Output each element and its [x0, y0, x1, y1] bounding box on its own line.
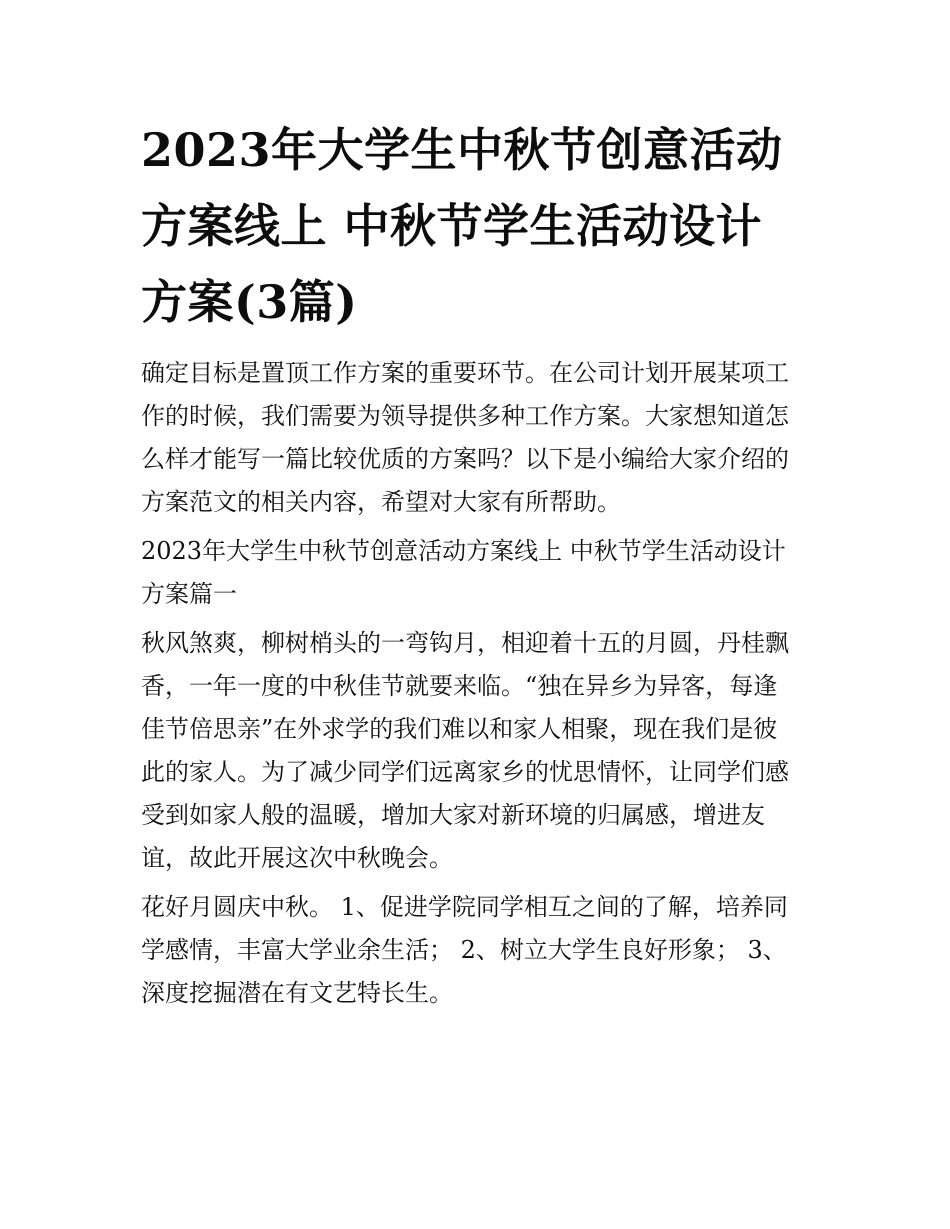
- document-body: [141, 352, 821, 1015]
- document-page: [141, 112, 821, 1021]
- document-title: [141, 112, 821, 340]
- text-line: 么样才能写一篇比较优质的方案吗？以下是小编给大家介绍的: [141, 445, 789, 473]
- text-line: 深度挖掘潜在有文艺特长生。: [141, 979, 453, 1007]
- text-line: 作的时候，我们需要为领导提供多种工作方案。大家想知道怎: [141, 402, 789, 430]
- text-line: 谊，故此开展这次中秋晚会。: [141, 844, 453, 872]
- section-heading: [141, 530, 821, 616]
- text-line: 方案篇一: [141, 580, 237, 608]
- text-line: 花好月圆庆中秋。 1、促进学院同学相互之间的了解，培养同: [141, 893, 788, 921]
- text-line: 学感情，丰富大学业余生活； 2、树立大学生良好形象； 3、: [141, 936, 787, 964]
- text-line: 佳节倍思亲”在外求学的我们难以和家人相聚，现在我们是彼: [141, 715, 778, 743]
- title-line: 方案线上 中秋节学生活动设计: [141, 199, 763, 253]
- paragraph-autumn: [141, 622, 821, 880]
- text-line: 方案范文的相关内容，希望对大家有所帮助。: [141, 488, 621, 516]
- text-line: 秋风煞爽，柳树梢头的一弯钩月，相迎着十五的月圆，丹桂飘: [141, 629, 789, 657]
- text-line: 受到如家人般的温暖，增加大家对新环境的归属感，增进友: [141, 801, 765, 829]
- text-line: 确定目标是置顶工作方案的重要环节。在公司计划开展某项工: [141, 359, 789, 387]
- title-line: 2023年大学生中秋节创意活动: [141, 123, 783, 177]
- intro-paragraph: [141, 352, 821, 524]
- text-line: 此的家人。为了减少同学们远离家乡的忧思情怀，让同学们感: [141, 758, 789, 786]
- title-line: 方案(3篇): [141, 275, 358, 329]
- text-line: 香，一年一度的中秋佳节就要来临。“独在异乡为异客，每逢: [141, 672, 778, 700]
- text-line: 2023年大学生中秋节创意活动方案线上 中秋节学生活动设计: [141, 537, 786, 565]
- paragraph-goals: [141, 886, 821, 1015]
